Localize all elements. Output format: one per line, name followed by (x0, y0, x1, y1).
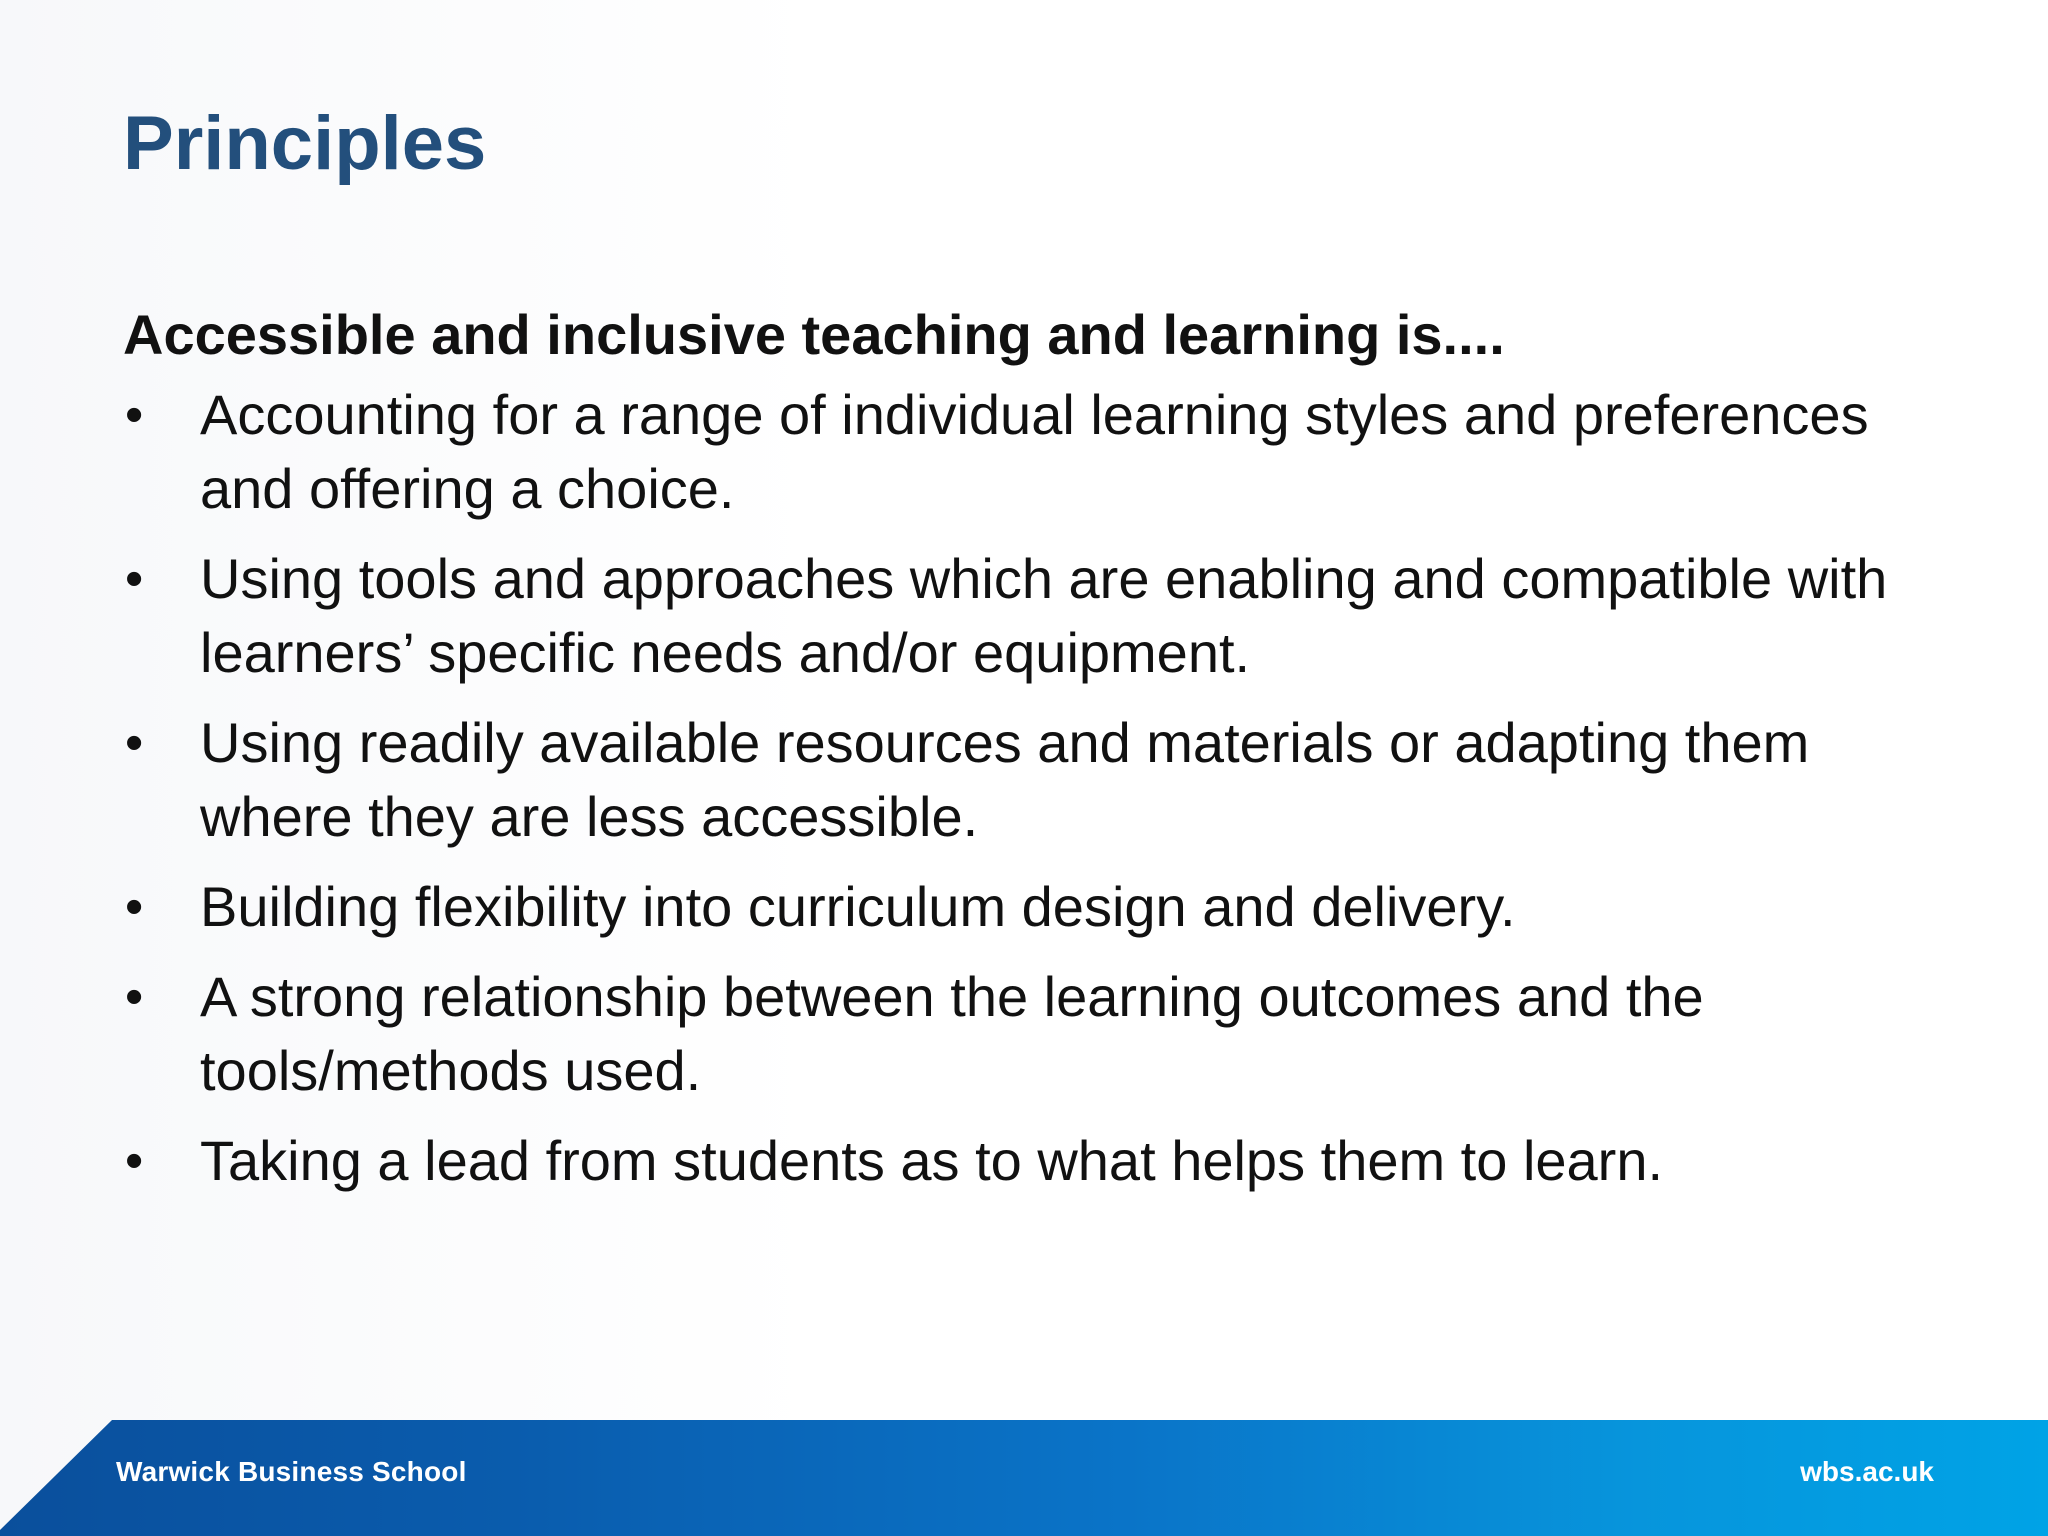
bullet-text: Accounting for a range of individual learning styles and preferences and offering a choice. (200, 383, 1869, 520)
list-item (123, 542, 1943, 690)
bullet-text: A strong relationship between the learning outcomes and the tools/methods used. (200, 965, 1704, 1102)
bullet-icon: • (125, 550, 144, 608)
bullet-text: Taking a lead from students as to what helps them to learn. (200, 1129, 1664, 1192)
footer-bar (0, 1420, 2048, 1536)
bullet-list (123, 378, 1943, 1198)
list-item (123, 1124, 1943, 1198)
bullet-text: Building flexibility into curriculum design and delivery. (200, 875, 1516, 938)
bullet-icon: • (125, 1132, 144, 1190)
school-name: Warwick Business School (116, 1456, 467, 1487)
bullet-icon: • (125, 878, 144, 936)
list-item (123, 870, 1943, 944)
list-item (123, 706, 1943, 854)
bullet-icon: • (125, 714, 144, 772)
list-item (123, 960, 1943, 1108)
slide-body (123, 298, 1943, 1214)
slide-title: Principles (123, 101, 487, 186)
website-url: wbs.ac.uk (1800, 1456, 1934, 1487)
bullet-text: Using tools and approaches which are enabling and compatible with learners’ specific needs and/or equipment. (200, 547, 1888, 684)
intro-text: Accessible and inclusive teaching and learning is.... (123, 303, 1505, 366)
bullet-icon: • (125, 386, 144, 444)
list-item (123, 378, 1943, 526)
bullet-text: Using readily available resources and materials or adapting them where they are less accessible. (200, 711, 1810, 848)
bullet-icon: • (125, 968, 144, 1026)
